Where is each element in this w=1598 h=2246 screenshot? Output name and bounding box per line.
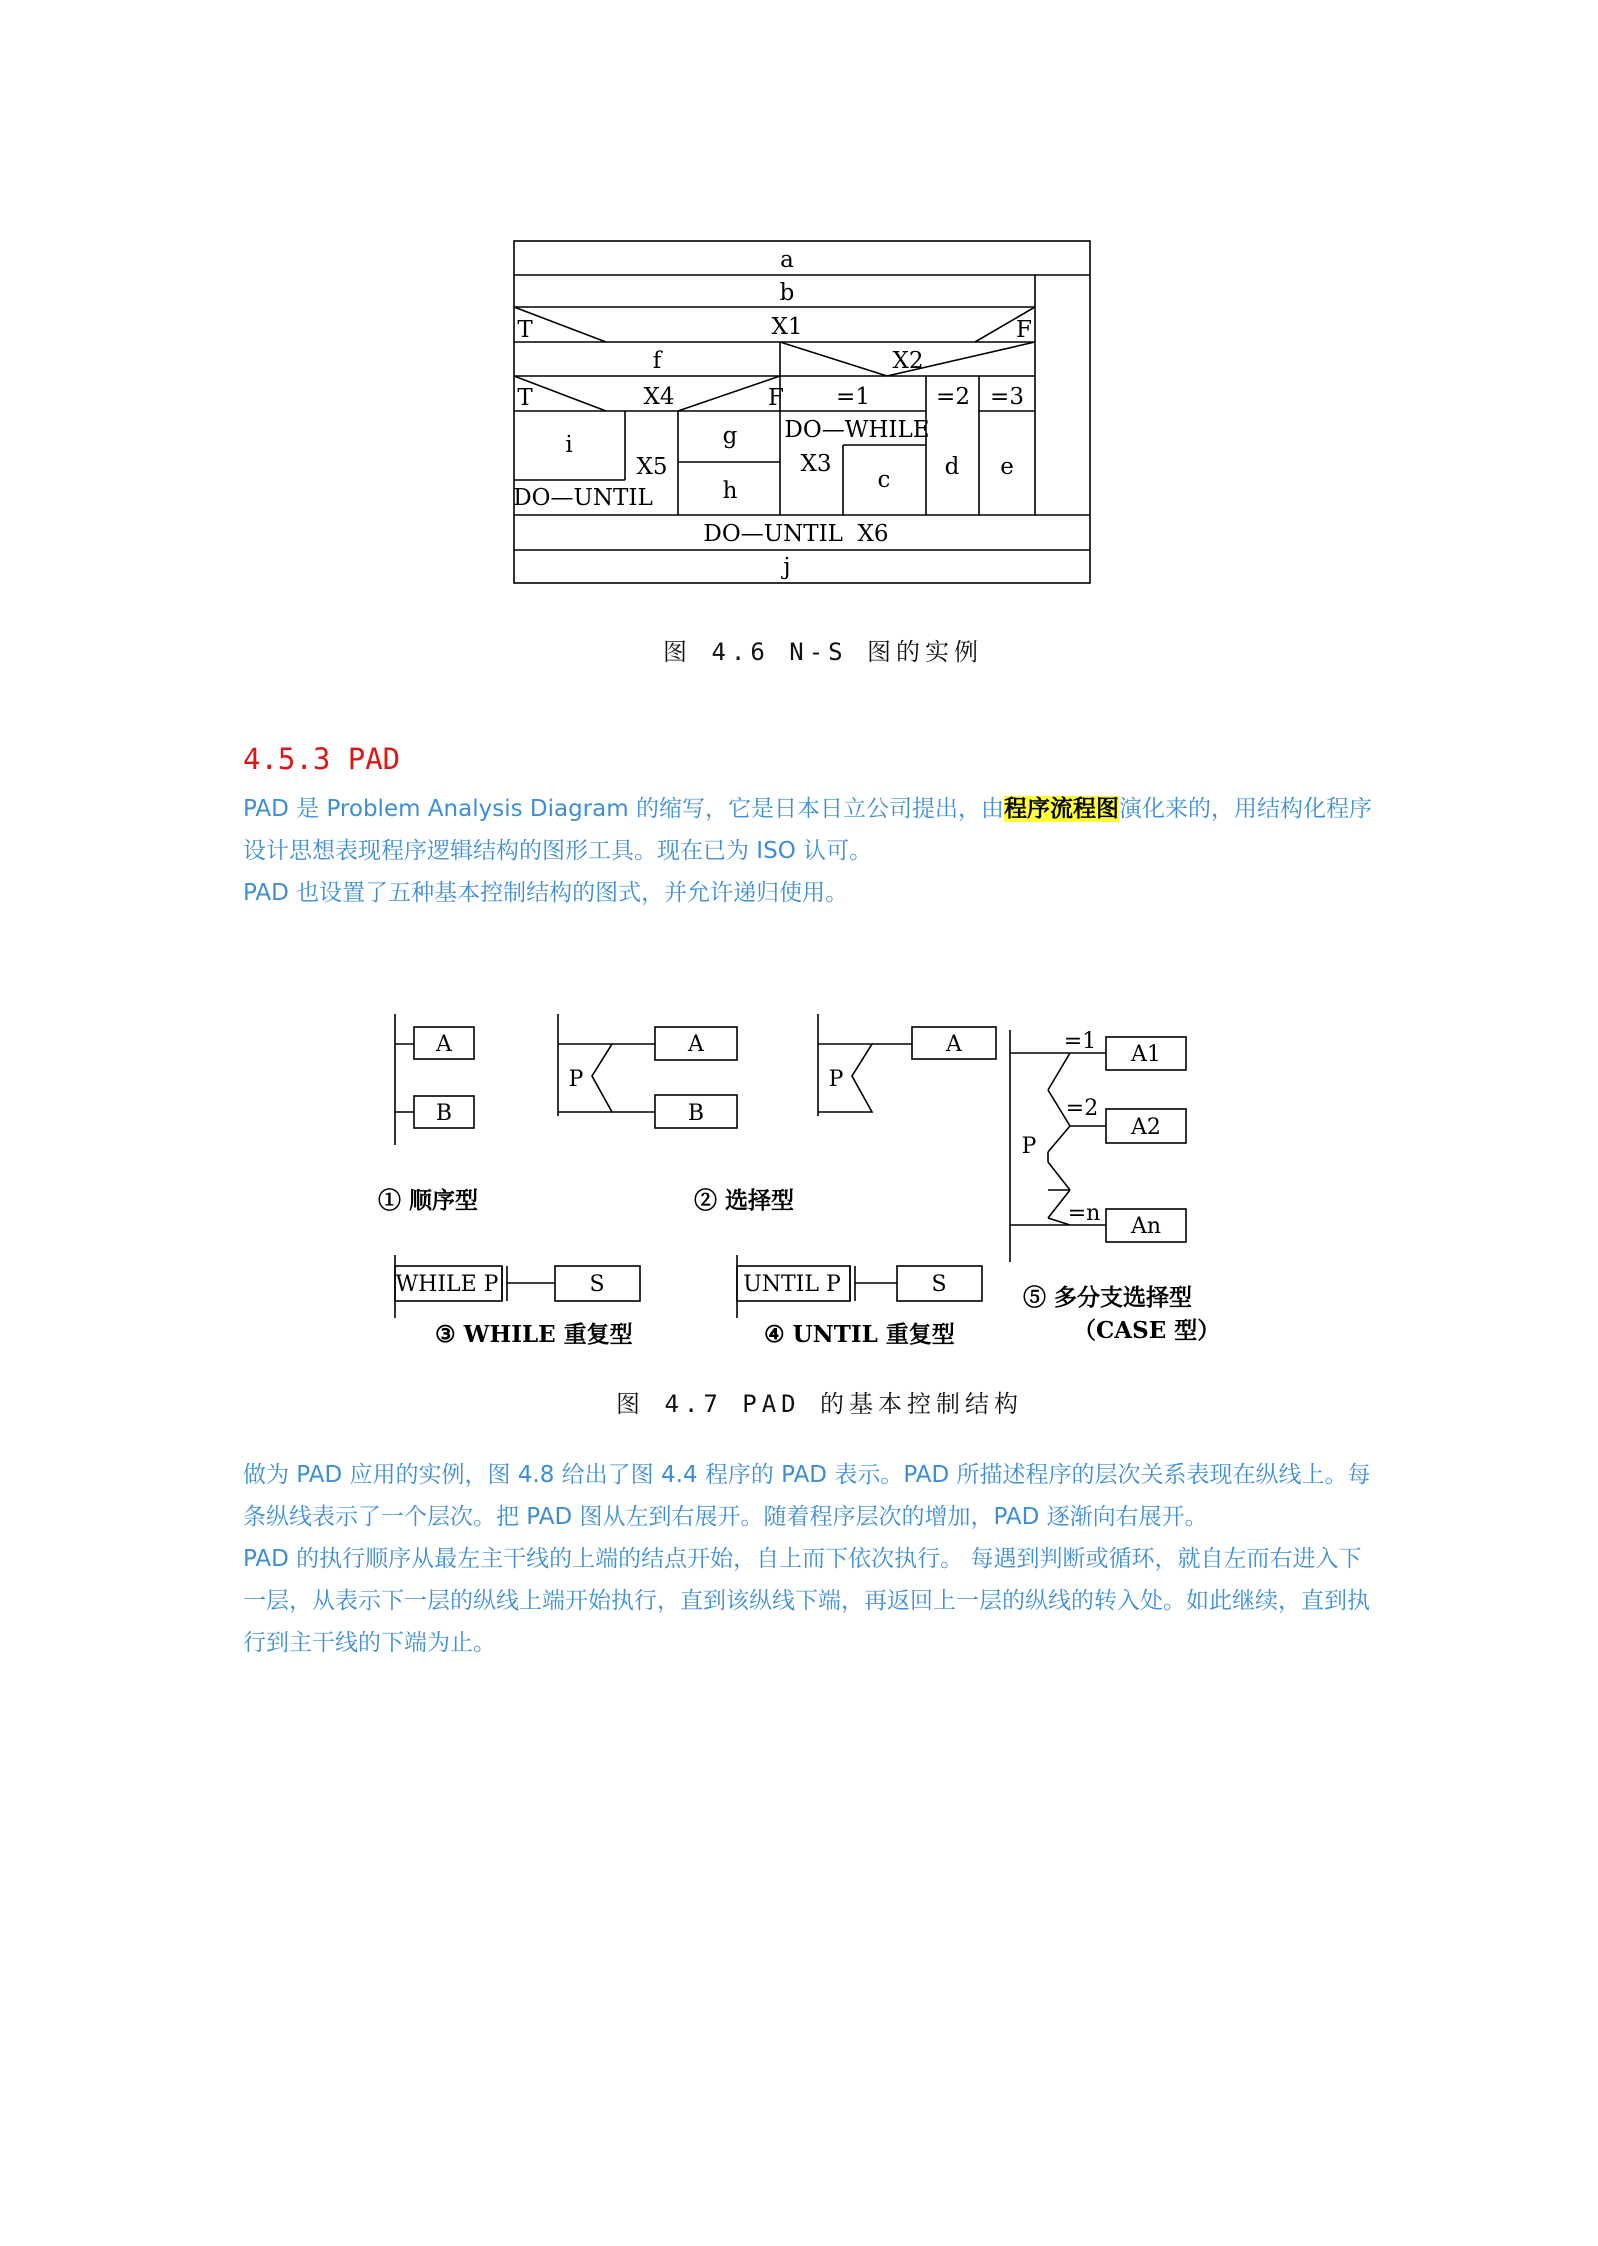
pad-case-a1: A1 xyxy=(1131,1042,1161,1067)
pad-case-p: P xyxy=(1021,1134,1037,1159)
paragraph-1-text: PAD 是 Problem Analysis Diagram 的缩写，它是日本日立公司提出，由 xyxy=(243,796,1004,822)
ns-label-eq2: =2 xyxy=(936,384,970,410)
ns-label-x4: X4 xyxy=(643,384,675,410)
pad-sel2-p: P xyxy=(828,1067,844,1092)
figure-caption-4-6: 图 4.6 N-S 图的实例 xyxy=(663,638,984,666)
pad-sel-a: A xyxy=(688,1032,704,1057)
ns-diagram xyxy=(0,0,1598,640)
paragraph-3: 做为 PAD 应用的实例，图 4.8 给出了图 4.4 程序的 PAD 表示。PAD 所描述程序的层次关系表现在纵线上。每条纵线表示了一个层次。把 PAD 图从左到右展开。随着程序层次的增加，PAD 逐渐向右展开。 xyxy=(243,1462,1371,1530)
ns-label-a: a xyxy=(780,247,794,273)
pad-case-eqn: =n xyxy=(1067,1201,1101,1226)
ns-label-e: e xyxy=(1000,454,1014,480)
pad-while-p: WHILE P xyxy=(395,1272,499,1297)
pad-sel2-a: A xyxy=(946,1032,962,1057)
pad-case-title: ⑤ 多分支选择型 xyxy=(1023,1284,1193,1311)
section-heading: 4.5.3 PAD xyxy=(243,742,401,776)
ns-label-c: c xyxy=(877,467,891,493)
ns-label-d: d xyxy=(944,454,960,480)
pad-seq-title: ① 顺序型 xyxy=(378,1187,479,1214)
pad-case-eq1: =1 xyxy=(1063,1029,1097,1054)
ns-label-b: b xyxy=(779,280,795,306)
pad-sel-p: P xyxy=(568,1067,584,1092)
pad-diagram xyxy=(0,990,1598,1370)
ns-label-x3: X3 xyxy=(800,451,832,477)
pad-until-s: S xyxy=(931,1272,947,1297)
pad-sel-title: ② 选择型 xyxy=(694,1187,795,1214)
pad-seq-b: B xyxy=(435,1101,453,1126)
figure-caption-4-7: 图 4.7 PAD 的基本控制结构 xyxy=(616,1390,1024,1418)
pad-case-an: An xyxy=(1130,1214,1162,1239)
ns-label-i: i xyxy=(565,432,573,458)
pad-case-a2: A2 xyxy=(1131,1115,1161,1140)
ns-label-f: f xyxy=(652,348,662,374)
pad-while-s: S xyxy=(589,1272,605,1297)
pad-until-p: UNTIL P xyxy=(743,1272,841,1297)
ns-label-x5: X5 xyxy=(636,454,668,480)
ns-label-do-until-inner: DO—UNTIL xyxy=(513,485,653,511)
ns-label-x1: X1 xyxy=(771,314,803,340)
ns-label-f4: F xyxy=(768,385,784,411)
ns-label-g: g xyxy=(722,423,738,449)
pad-while-title: ③ WHILE 重复型 xyxy=(435,1321,633,1348)
pad-case-sub: （CASE 型） xyxy=(1073,1317,1221,1344)
ns-label-do-while: DO—WHILE xyxy=(784,417,930,443)
pad-seq-a: A xyxy=(436,1032,452,1057)
paragraph-1 xyxy=(243,788,1383,872)
highlighted-term: 程序流程图 xyxy=(1003,796,1119,822)
ns-label-f1: F xyxy=(1016,317,1032,343)
ns-label-do-until-x6: DO—UNTIL X6 xyxy=(703,521,889,547)
ns-label-t1: T xyxy=(517,317,533,343)
ns-label-j: j xyxy=(783,554,791,580)
ns-label-eq3: =3 xyxy=(990,384,1024,410)
ns-label-x2: X2 xyxy=(892,348,924,374)
pad-until-title: ④ UNTIL 重复型 xyxy=(764,1321,955,1348)
paragraph-1-text-end: 演化来的，用结构化程序设计思想表现程序逻辑结构的图形工具。现在已为 ISO 认可。 xyxy=(243,796,1372,864)
pad-case-eq2: =2 xyxy=(1065,1096,1099,1121)
paragraph-4: PAD 的执行顺序从最左主干线的上端的结点开始，自上而下依次执行。 每遇到判断或循环，就自左而右进入下一层，从表示下一层的纵线上端开始执行，直到该纵线下端，再返回上一层的纵线的转入处。如此继续，直到执行到主干线的下端为止。 xyxy=(243,1546,1370,1656)
paragraph-2: PAD 也设置了五种基本控制结构的图式，并允许递归使用。 xyxy=(243,880,849,906)
ns-label-eq1: =1 xyxy=(836,384,870,410)
ns-label-t4: T xyxy=(517,385,533,411)
ns-label-h: h xyxy=(722,478,738,504)
pad-sel-b: B xyxy=(687,1101,705,1126)
